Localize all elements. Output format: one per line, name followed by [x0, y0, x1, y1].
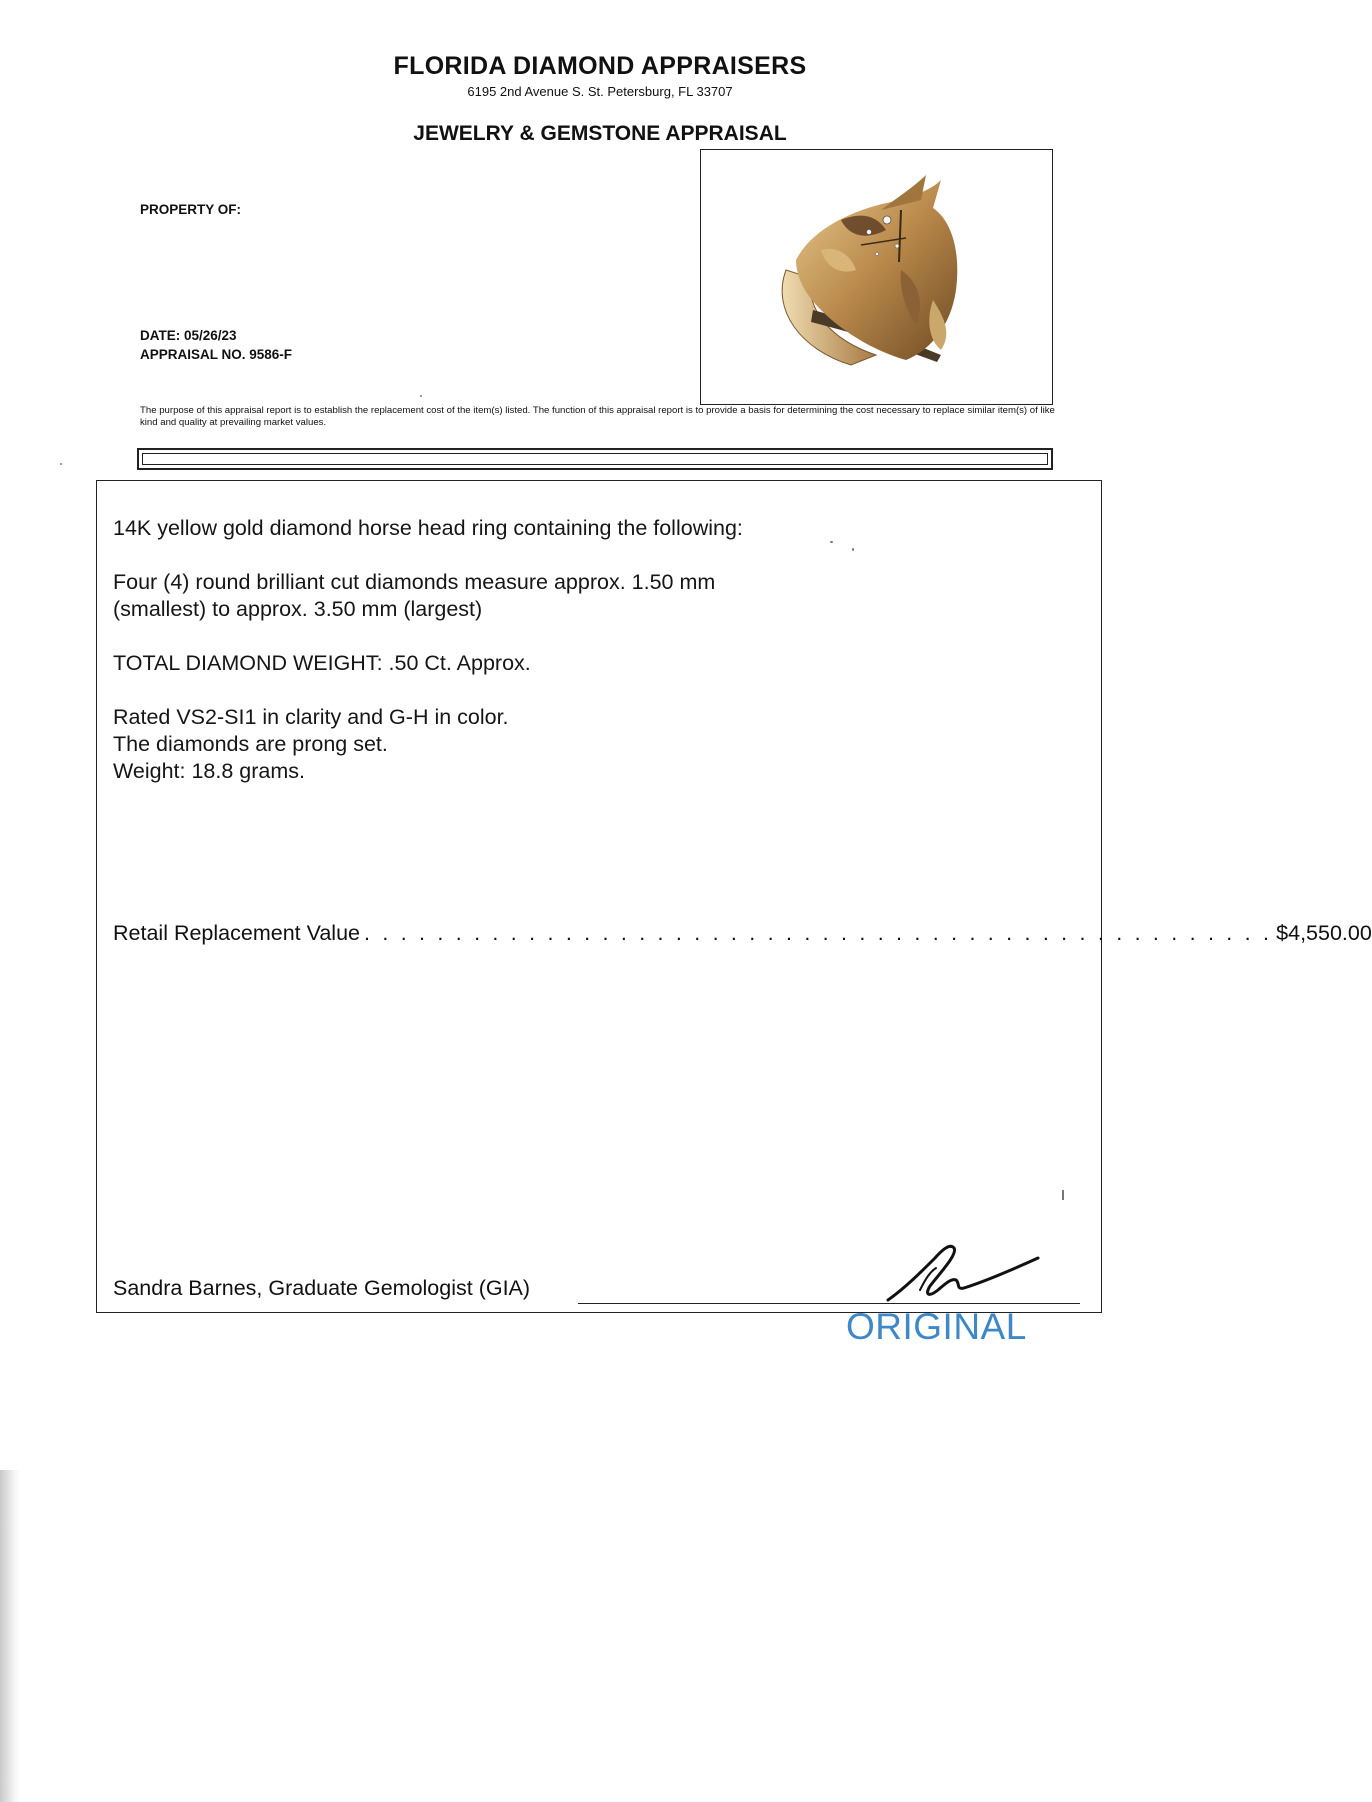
handwritten-signature-icon — [880, 1228, 1060, 1313]
scan-shadow — [0, 1470, 20, 1802]
item-intro: 14K yellow gold diamond horse head ring containing the following: — [113, 516, 743, 540]
value-leader-dots: . . . . . . . . . . . . . . . . . . . . . . . . . . . . . . . . . . . . . . . . . . . . . . . . . . — [364, 921, 1273, 945]
scan-speck — [852, 548, 854, 551]
retail-replacement-value-label: Retail Replacement Value — [113, 921, 360, 945]
scan-speck — [830, 541, 833, 543]
company-name: FLORIDA DIAMOND APPRAISERS — [393, 52, 807, 80]
total-diamond-weight: TOTAL DIAMOND WEIGHT: .50 Ct. Approx. — [113, 651, 531, 675]
appraisal-number-label: APPRAISAL NO. 9586-F — [140, 347, 293, 362]
original-stamp: ORIGINAL — [846, 1306, 1027, 1347]
document-title: JEWELRY & GEMSTONE APPRAISAL — [413, 122, 787, 145]
horse-head-ring-photo-icon — [701, 150, 1051, 403]
scan-speck — [420, 395, 422, 397]
property-of-label: PROPERTY OF: — [140, 202, 242, 217]
ring-photo-frame — [700, 149, 1053, 405]
retail-replacement-value-line — [113, 921, 1372, 951]
diamond-rating: Rated VS2-SI1 in clarity and G-H in color. — [113, 705, 509, 729]
diamond-measure-line-2: (smallest) to approx. 3.50 mm (largest) — [113, 597, 483, 621]
company-address: 6195 2nd Avenue S. St. Petersburg, FL 33707 — [467, 84, 733, 99]
purpose-statement: The purpose of this appraisal report is to establish the replacement cost of the item(s) listed. The function of this appraisal report is to provide a basis for determining the cost necessary to replace similar item(s) of like kind and quality at prevailing market values. — [140, 405, 1055, 428]
diamond-measure-line-1: Four (4) round brilliant cut diamonds measure approx. 1.50 mm — [113, 570, 716, 594]
diamond-setting: The diamonds are prong set. — [113, 732, 388, 756]
double-rule-divider — [137, 448, 1053, 470]
scan-speck — [1062, 1190, 1064, 1200]
scan-speck — [60, 463, 62, 465]
double-rule-inner — [142, 453, 1048, 465]
date-label: DATE: 05/26/23 — [140, 328, 237, 343]
retail-replacement-value-amount: $4,550.00 — [1276, 921, 1372, 945]
signer-name: Sandra Barnes, Graduate Gemologist (GIA) — [113, 1276, 531, 1300]
item-weight: Weight: 18.8 grams. — [113, 759, 305, 783]
